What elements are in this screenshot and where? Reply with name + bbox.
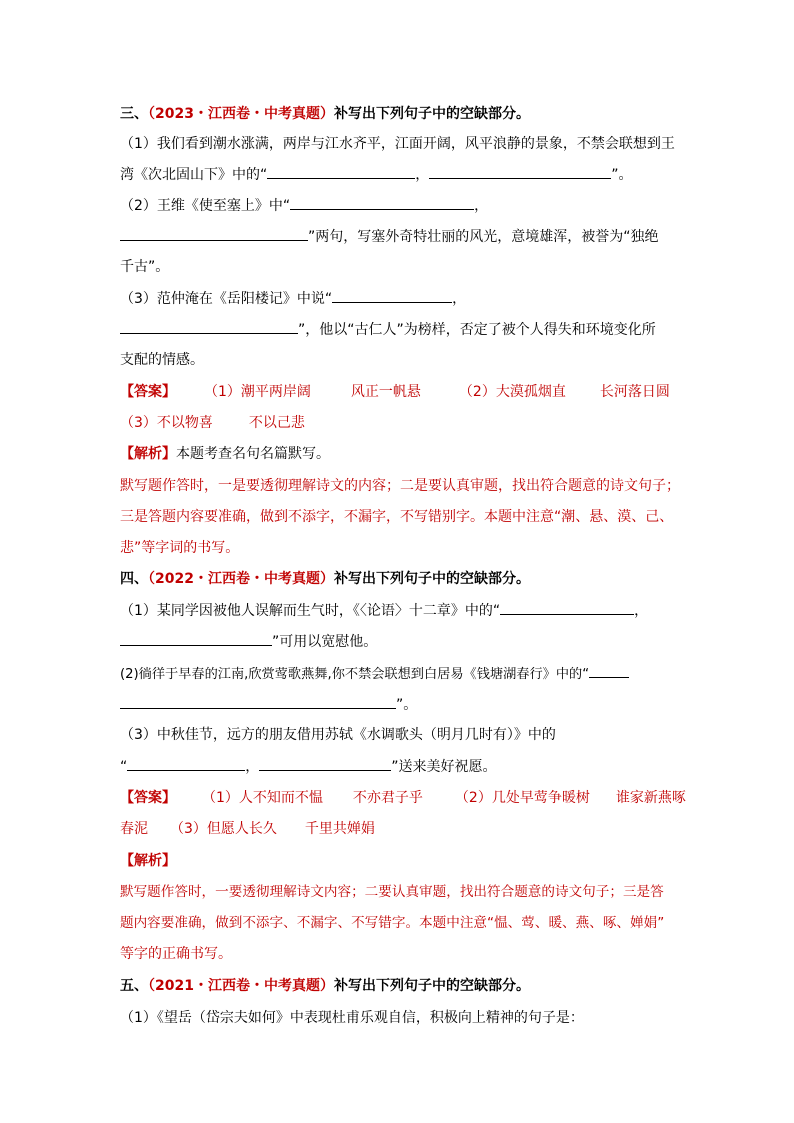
section-number: 三、 <box>120 106 148 122</box>
answer-blank <box>429 164 611 179</box>
answer-blank <box>589 663 629 678</box>
section-4-heading: 四、（2022・江西卷・中考真题）补写出下列句子中的空缺部分。 <box>120 571 530 587</box>
analysis-label: 【解析】 <box>120 853 176 869</box>
question-3-line-1: （3）中秋佳节，远方的朋友借用苏轼《水调歌头（明月几时有）》中的 <box>120 727 556 743</box>
section-5-heading: 五、（2021・江西卷・中考真题）补写出下列句子中的空缺部分。 <box>120 978 530 994</box>
analysis-label: 【解析】 <box>120 446 176 462</box>
question-2-line-2: ”两句，写塞外奇特壮丽的风光，意境雄浑，被誉为“独绝 <box>120 226 659 246</box>
exam-source: 2021・江西卷・中考真题 <box>155 978 320 994</box>
answer-blank <box>500 600 634 615</box>
answer-blank <box>127 756 245 771</box>
answer-line-1: 【答案】 （1）潮平两岸阔 风正一帆悬 （2）大漠孤烟直 长河落日圆 <box>120 384 670 400</box>
question-2-line-2: ”。 <box>120 694 417 714</box>
answer-line-1: 【答案】 （1）人不知而不愠 不亦君子乎 （2）几处早莺争暖树 谁家新燕啄 <box>120 790 686 806</box>
answer-blank <box>120 319 298 334</box>
question-1-line-1: （1）《望岳（岱宗夫如何》中表现杜甫乐观自信，积极向上精神的句子是： <box>120 1010 584 1026</box>
answer-blank <box>120 631 272 646</box>
instruction: 补写出下列句子中的空缺部分。 <box>333 978 530 994</box>
question-2-line-3: 千古”。 <box>120 259 170 275</box>
answer-blank <box>120 226 308 241</box>
answer-line-2: （3）不以物喜 不以己悲 <box>120 415 305 431</box>
exam-source: 2022・江西卷・中考真题 <box>155 571 320 587</box>
question-2-line-1: (2)徜徉于早春的江南,欣赏莺歌燕舞,你不禁会联想到白居易《钱塘湖春行》中的“ <box>120 663 629 683</box>
analysis-line-1: 【解析】本题考查名句名篇默写。 <box>120 446 330 462</box>
question-2-line-1: （2）王维《使至塞上》中“ ， <box>120 195 488 215</box>
instruction: 补写出下列句子中的空缺部分。 <box>333 571 530 587</box>
question-3-line-2: ”，他以“古仁人”为榜样，否定了被个人得失和环境变化所 <box>120 319 656 339</box>
question-3-line-2: “ ， ”送来美好祝愿。 <box>120 756 497 776</box>
answer-blank <box>332 288 452 303</box>
answer-blank <box>259 756 391 771</box>
section-3-heading: 三、（2023・江西卷・中考真题）补写出下列句子中的空缺部分。 <box>120 106 530 122</box>
answer-blank <box>120 694 396 709</box>
answer-blank <box>267 164 415 179</box>
question-1-line-1: （1）某同学因被他人误解而生气时，《〈论语〉十二章》中的“ ， <box>120 600 648 620</box>
instruction: 补写出下列句子中的空缺部分。 <box>333 106 530 122</box>
answer-label: 【答案】 <box>120 790 176 806</box>
analysis-line-1: 默写题作答时，一要透彻理解诗文内容；二要认真审题，找出符合题意的诗文句子；三是答 <box>120 884 664 900</box>
analysis-line-2: 默写题作答时，一是要透彻理解诗文的内容；二是要认真审题，找出符合题意的诗文句子； <box>120 478 680 494</box>
question-3-line-3: 支配的情感。 <box>120 352 204 368</box>
analysis-line-3: 三是答题内容要准确，做到不添字，不漏字，不写错别字。本题中注意“潮、悬、漠、己、 <box>120 509 674 525</box>
analysis-line-4: 悲”等字词的书写。 <box>120 540 240 556</box>
exam-source: 2023・江西卷・中考真题 <box>155 106 320 122</box>
question-3-line-1: （3）范仲淹在《岳阳楼记》中说“ ， <box>120 288 466 308</box>
answer-blank <box>290 195 474 210</box>
analysis-label-line <box>120 851 176 871</box>
question-1-line-2: 湾《次北固山下》中的“ ， ”。 <box>120 164 633 184</box>
answer-label: 【答案】 <box>120 384 176 400</box>
section-number: 五、 <box>120 978 148 994</box>
question-1-line-1: （1）我们看到潮水涨满，两岸与江水齐平，江面开阔，风平浪静的景象，不禁会联想到王 <box>120 136 675 152</box>
answer-line-2: 春泥 （3）但愿人长久 千里共婵娟 <box>120 821 375 837</box>
analysis-line-3: 等字的正确书写。 <box>120 946 232 962</box>
question-1-line-2: ”可用以宽慰他。 <box>120 631 377 651</box>
section-number: 四、 <box>120 571 148 587</box>
analysis-line-2: 题内容要准确，做到不添字、不漏字、不写错字。本题中注意“愠、莺、暖、燕、啄、婵娟” <box>120 915 665 931</box>
